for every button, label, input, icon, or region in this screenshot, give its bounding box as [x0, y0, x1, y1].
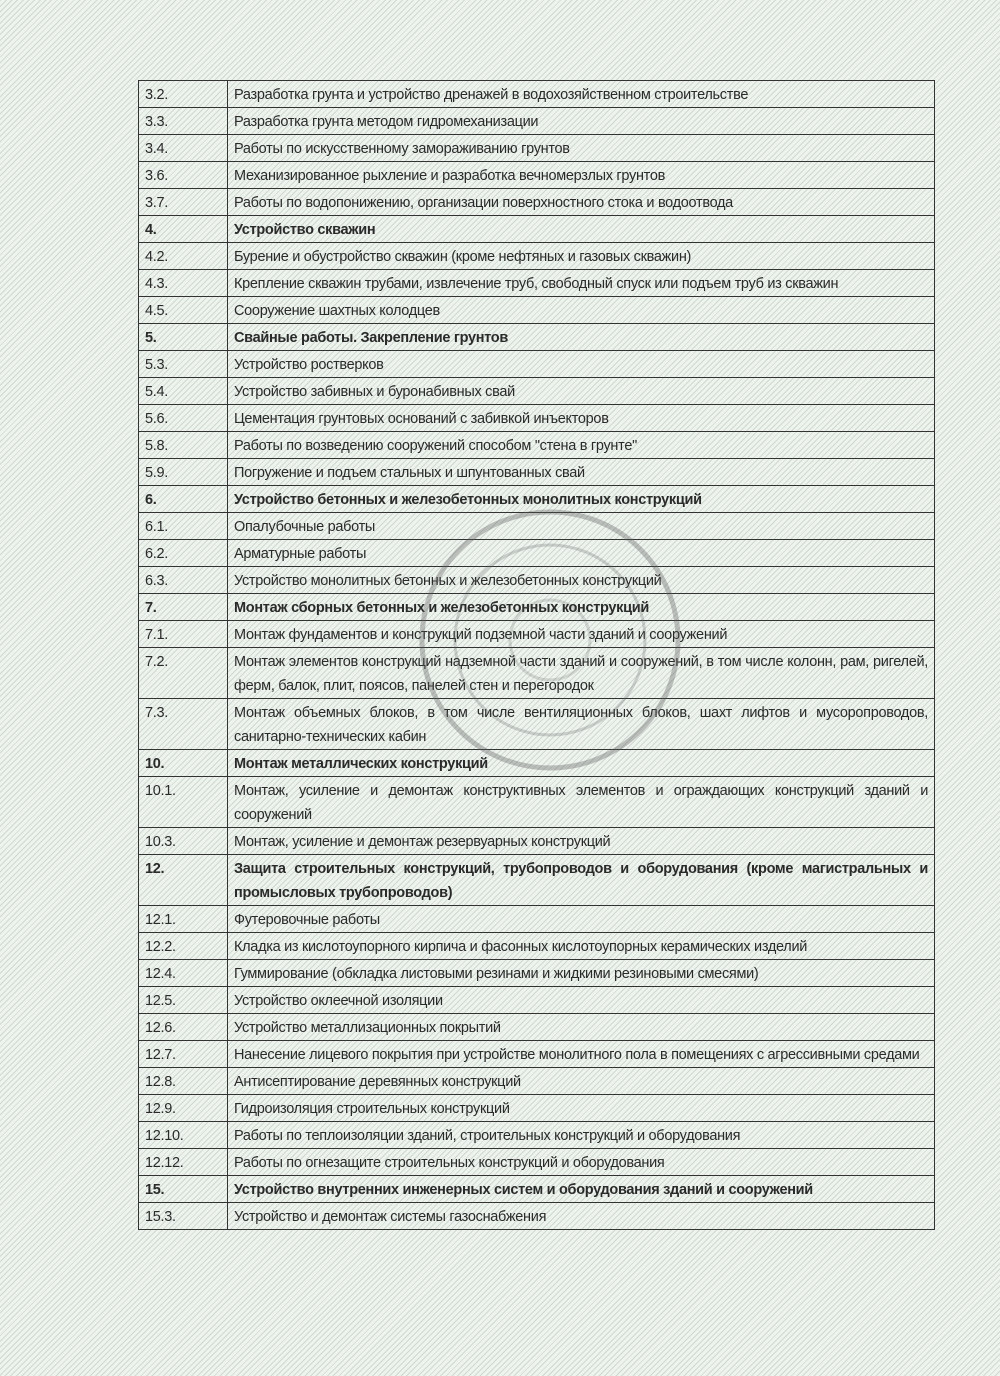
item-description: Опалубочные работы — [228, 513, 935, 540]
item-description: Устройство и демонтаж системы газоснабжения — [228, 1203, 935, 1230]
table-row — [139, 1014, 935, 1041]
table-row — [139, 378, 935, 405]
item-description: Цементация грунтовых оснований с забивкой инъекторов — [228, 405, 935, 432]
item-number: 4. — [139, 216, 228, 243]
item-description: Монтаж элементов конструкций надземной части зданий и сооружений, в том числе колонн, рам, ригелей, ферм, балок, плит, поясов, панелей стен и перегородок — [228, 648, 935, 699]
item-description: Работы по искусственному замораживанию грунтов — [228, 135, 935, 162]
item-number: 12.4. — [139, 960, 228, 987]
item-number: 5.3. — [139, 351, 228, 378]
item-description: Устройство бетонных и железобетонных монолитных конструкций — [228, 486, 935, 513]
section-row — [139, 216, 935, 243]
item-number: 12.1. — [139, 906, 228, 933]
item-number: 12.8. — [139, 1068, 228, 1095]
table-row — [139, 162, 935, 189]
table-row — [139, 1149, 935, 1176]
item-number: 7.3. — [139, 699, 228, 750]
item-description: Механизированное рыхление и разработка вечномерзлых грунтов — [228, 162, 935, 189]
item-number: 12.7. — [139, 1041, 228, 1068]
table-row — [139, 621, 935, 648]
item-description: Монтаж фундаментов и конструкций подземной части зданий и сооружений — [228, 621, 935, 648]
item-number: 12.10. — [139, 1122, 228, 1149]
item-number: 3.7. — [139, 189, 228, 216]
item-description: Устройство скважин — [228, 216, 935, 243]
table-row — [139, 270, 935, 297]
item-number: 4.3. — [139, 270, 228, 297]
item-number: 4.5. — [139, 297, 228, 324]
table-row — [139, 540, 935, 567]
item-description: Устройство внутренних инженерных систем и оборудования зданий и сооружений — [228, 1176, 935, 1203]
table-row — [139, 513, 935, 540]
item-description: Разработка грунта и устройство дренажей в водохозяйственном строительстве — [228, 81, 935, 108]
table-row — [139, 405, 935, 432]
item-description: Гидроизоляция строительных конструкций — [228, 1095, 935, 1122]
item-description: Устройство монолитных бетонных и железобетонных конструкций — [228, 567, 935, 594]
item-description: Крепление скважин трубами, извлечение труб, свободный спуск или подъем труб из скважин — [228, 270, 935, 297]
item-number: 3.2. — [139, 81, 228, 108]
item-description: Арматурные работы — [228, 540, 935, 567]
item-description: Монтаж, усиление и демонтаж конструктивных элементов и ограждающих конструкций зданий и сооружений — [228, 777, 935, 828]
item-description: Гуммирование (обкладка листовыми резинами и жидкими резиновыми смесями) — [228, 960, 935, 987]
item-description: Нанесение лицевого покрытия при устройстве монолитного пола в помещениях с агрессивными средами — [228, 1041, 935, 1068]
table-row — [139, 1122, 935, 1149]
item-description: Работы по теплоизоляции зданий, строительных конструкций и оборудования — [228, 1122, 935, 1149]
table-row — [139, 297, 935, 324]
item-number: 5. — [139, 324, 228, 351]
item-description: Кладка из кислотоупорного кирпича и фасонных кислотоупорных керамических изделий — [228, 933, 935, 960]
item-description: Устройство металлизационных покрытий — [228, 1014, 935, 1041]
item-number: 12.5. — [139, 987, 228, 1014]
section-row — [139, 324, 935, 351]
item-description: Устройство забивных и буронабивных свай — [228, 378, 935, 405]
section-row — [139, 1176, 935, 1203]
table-row — [139, 81, 935, 108]
item-description: Устройство оклеечной изоляции — [228, 987, 935, 1014]
item-number: 5.6. — [139, 405, 228, 432]
item-number: 12.12. — [139, 1149, 228, 1176]
table-row — [139, 987, 935, 1014]
table-row — [139, 135, 935, 162]
item-number: 3.6. — [139, 162, 228, 189]
item-number: 5.9. — [139, 459, 228, 486]
table-row — [139, 567, 935, 594]
item-description: Устройство ростверков — [228, 351, 935, 378]
item-description: Монтаж металлических конструкций — [228, 750, 935, 777]
item-description: Монтаж, усиление и демонтаж резервуарных конструкций — [228, 828, 935, 855]
item-number: 5.4. — [139, 378, 228, 405]
table-row — [139, 432, 935, 459]
table-row — [139, 699, 935, 750]
item-number: 12. — [139, 855, 228, 906]
section-row — [139, 855, 935, 906]
section-row — [139, 486, 935, 513]
item-number: 4.2. — [139, 243, 228, 270]
work-types-table — [138, 80, 935, 1230]
item-description: Работы по водопонижению, организации поверхностного стока и водоотвода — [228, 189, 935, 216]
item-number: 15. — [139, 1176, 228, 1203]
item-description: Футеровочные работы — [228, 906, 935, 933]
item-number: 5.8. — [139, 432, 228, 459]
item-number: 6.1. — [139, 513, 228, 540]
item-number: 7. — [139, 594, 228, 621]
item-number: 6. — [139, 486, 228, 513]
table-row — [139, 459, 935, 486]
table-row — [139, 243, 935, 270]
table-row — [139, 1203, 935, 1230]
item-number: 3.4. — [139, 135, 228, 162]
item-description: Защита строительных конструкций, трубопроводов и оборудования (кроме магистральных и промысловых трубопроводов) — [228, 855, 935, 906]
item-number: 12.9. — [139, 1095, 228, 1122]
item-description: Погружение и подъем стальных и шпунтованных свай — [228, 459, 935, 486]
item-number: 7.1. — [139, 621, 228, 648]
item-number: 6.3. — [139, 567, 228, 594]
item-number: 10. — [139, 750, 228, 777]
table-row — [139, 351, 935, 378]
item-description: Работы по возведению сооружений способом "стена в грунте" — [228, 432, 935, 459]
table-row — [139, 1041, 935, 1068]
table-row — [139, 1068, 935, 1095]
section-row — [139, 750, 935, 777]
item-description: Разработка грунта методом гидромеханизации — [228, 108, 935, 135]
table-row — [139, 906, 935, 933]
table-row — [139, 1095, 935, 1122]
table-row — [139, 777, 935, 828]
item-number: 7.2. — [139, 648, 228, 699]
table-row — [139, 189, 935, 216]
item-description: Монтаж объемных блоков, в том числе вентиляционных блоков, шахт лифтов и мусоропроводов, санитарно-технических кабин — [228, 699, 935, 750]
table-row — [139, 960, 935, 987]
item-number: 10.3. — [139, 828, 228, 855]
item-description: Бурение и обустройство скважин (кроме нефтяных и газовых скважин) — [228, 243, 935, 270]
item-number: 15.3. — [139, 1203, 228, 1230]
item-number: 6.2. — [139, 540, 228, 567]
section-row — [139, 594, 935, 621]
item-number: 10.1. — [139, 777, 228, 828]
item-description: Антисептирование деревянных конструкций — [228, 1068, 935, 1095]
item-description: Свайные работы. Закрепление грунтов — [228, 324, 935, 351]
item-description: Монтаж сборных бетонных и железобетонных конструкций — [228, 594, 935, 621]
table-row — [139, 108, 935, 135]
table-row — [139, 648, 935, 699]
table-row — [139, 933, 935, 960]
item-number: 12.6. — [139, 1014, 228, 1041]
item-number: 3.3. — [139, 108, 228, 135]
item-description: Работы по огнезащите строительных конструкций и оборудования — [228, 1149, 935, 1176]
item-number: 12.2. — [139, 933, 228, 960]
table-row — [139, 828, 935, 855]
item-description: Сооружение шахтных колодцев — [228, 297, 935, 324]
